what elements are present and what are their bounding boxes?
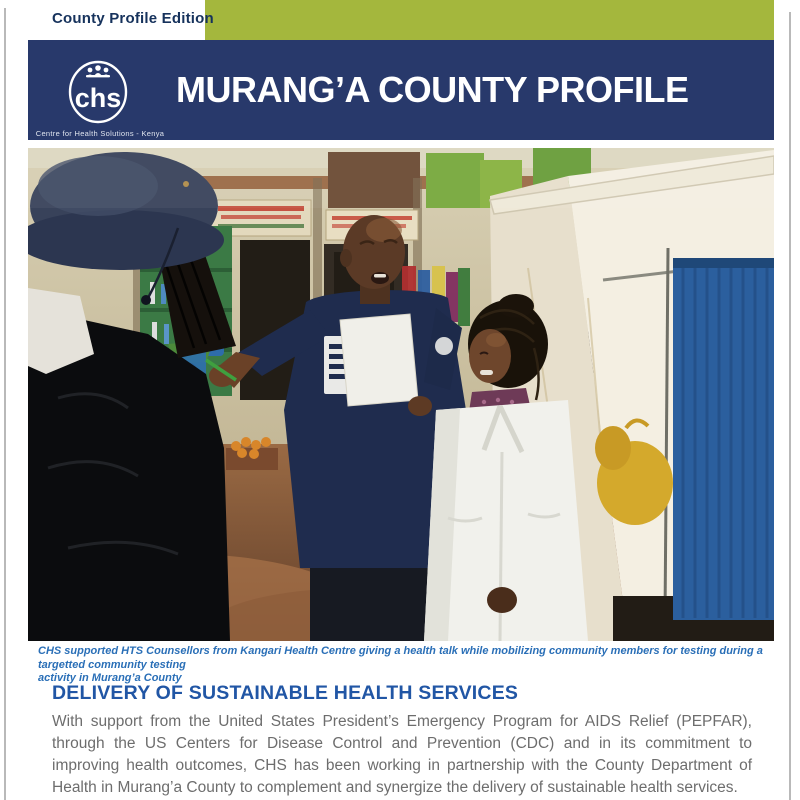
logo-acronym: chs	[74, 83, 122, 113]
people-icon	[86, 65, 110, 77]
top-green-bar	[205, 0, 774, 40]
community-photo	[28, 148, 774, 641]
article-body: With support from the United States President’s Emergency Program for AIDS Relief (PEPFAR), through the US Centers for Disease Control and Prevention (CDC) and in its commitment to improving health outcomes, CHS has been working in partnership with the County Department of Health in Murang’a County to complement and synergize the delivery of sustainable health services.	[52, 713, 752, 796]
header-banner	[28, 40, 774, 140]
blue-screen	[673, 258, 774, 620]
section-heading: DELIVERY OF SUSTAINABLE HEALTH SERVICES	[52, 682, 519, 704]
page-edge-left	[4, 8, 6, 800]
flyer	[340, 314, 418, 406]
photo-caption-line1: CHS supported HTS Counsellors from Kangari Health Centre giving a health talk while mobilizing community members for testing during a targetted community testing	[38, 645, 763, 671]
edition-label: County Profile Edition	[52, 10, 214, 27]
logo-tagline: Centre for Health Solutions - Kenya	[35, 129, 165, 138]
page-edge-right	[789, 12, 791, 800]
photo-caption	[38, 645, 772, 686]
photo-caption-line2: activity in Murang’a County	[38, 672, 182, 684]
community-member	[28, 152, 236, 641]
photo-illustration	[28, 148, 774, 641]
page-title: MURANG’A COUNTY PROFILE	[176, 69, 689, 110]
